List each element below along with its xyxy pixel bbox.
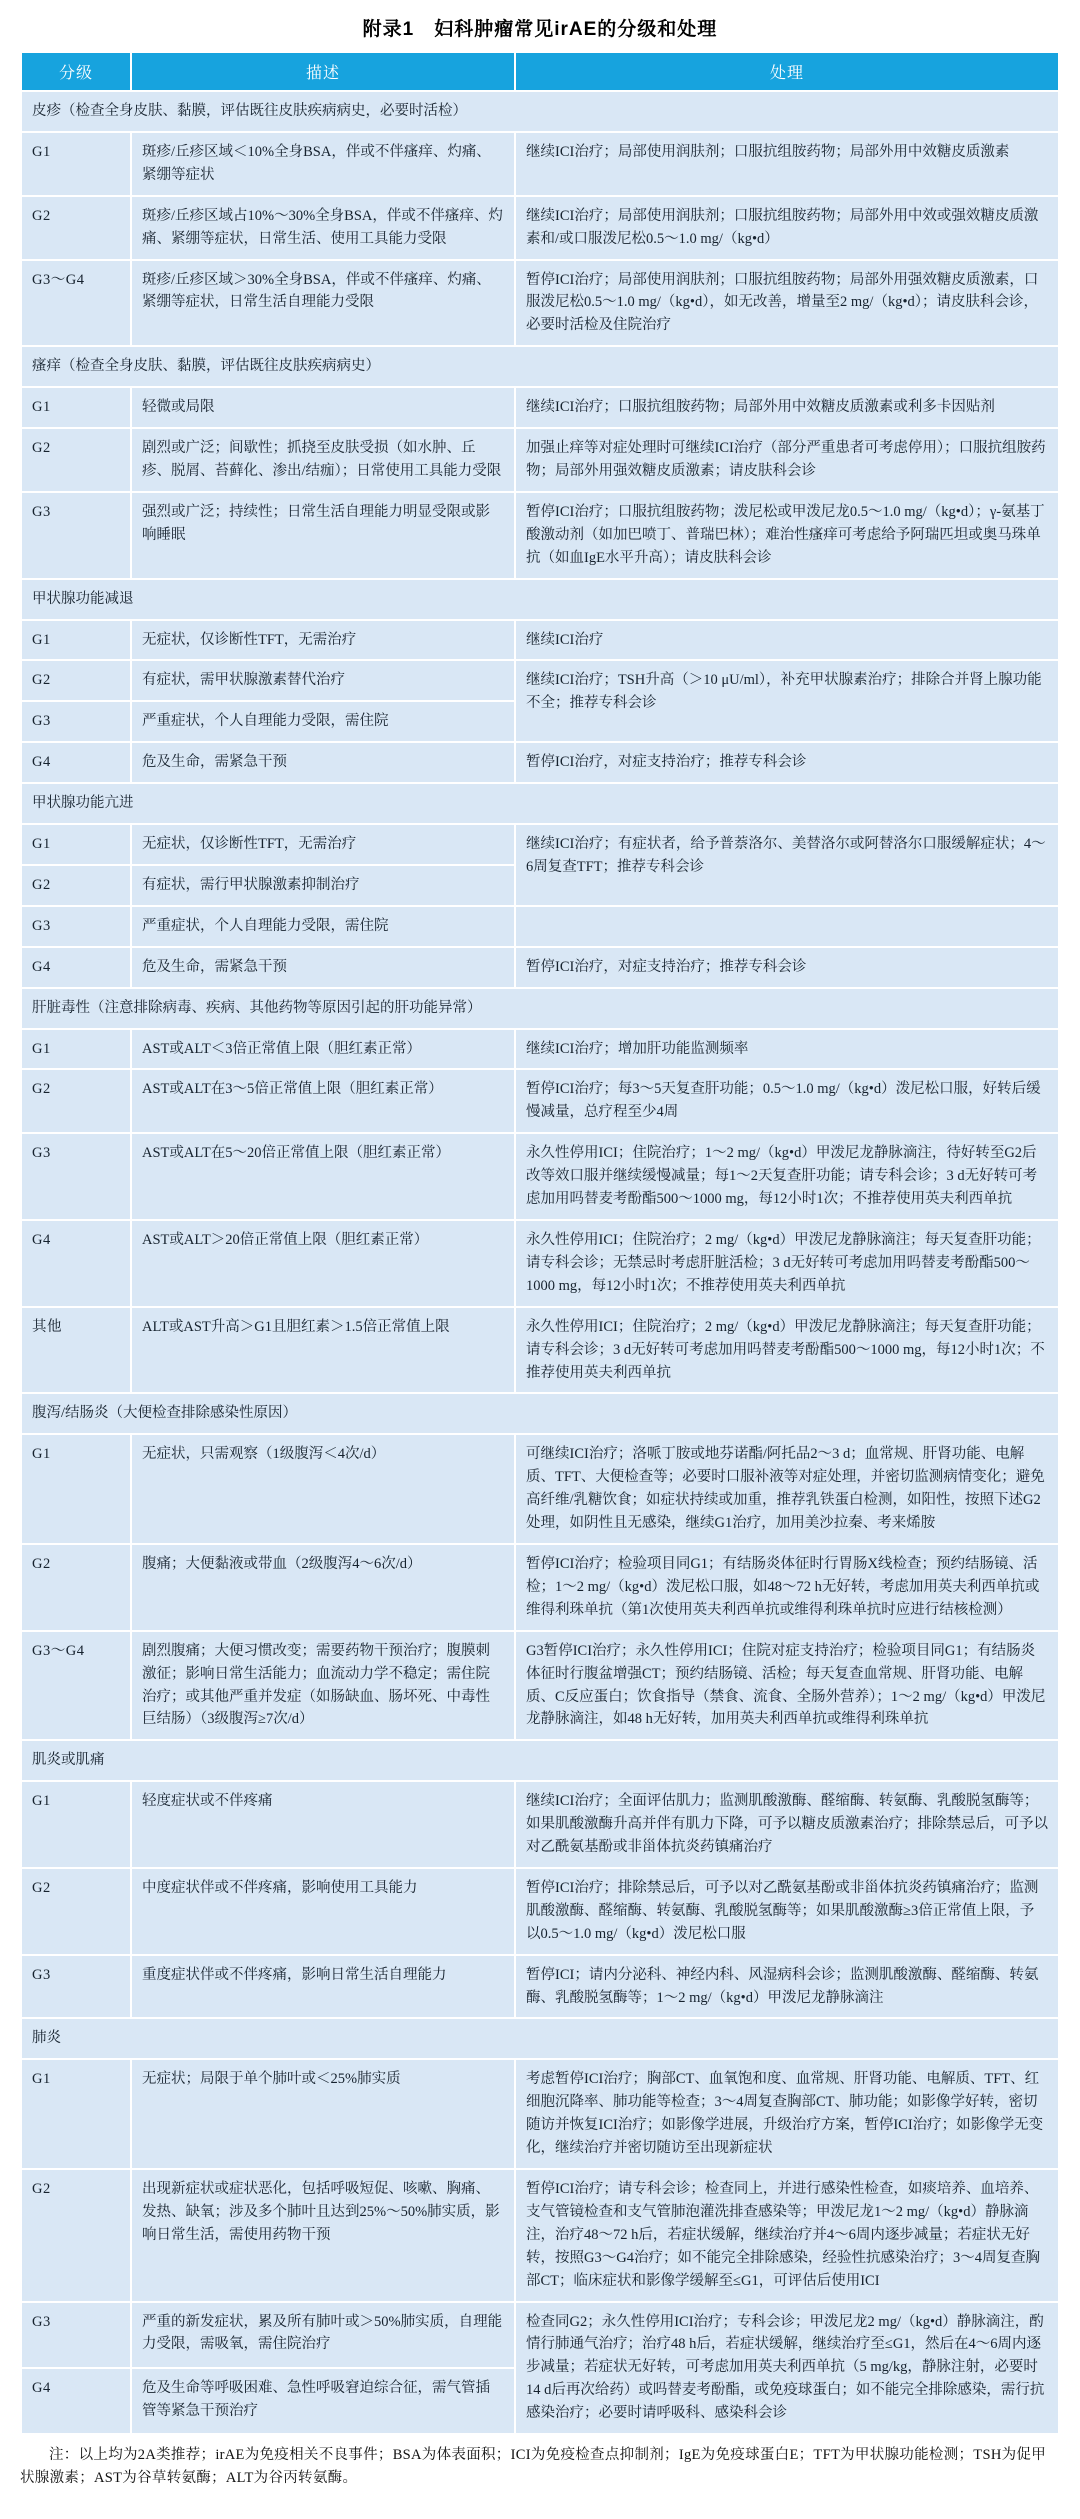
description-cell: AST或ALT＞20倍正常值上限（胆红素正常） [132,1221,514,1306]
management-cell: 暂停ICI治疗；局部使用润肤剂；口服抗组胺药物；局部外用强效糖皮质激素，口服泼尼松0.5～1.0 mg/（kg•d），如无改善，增量至2 mg/（kg•d）；请皮肤科会诊，必要时活检及住院治疗 [516,261,1058,346]
table-row [22,948,1058,987]
table-row [22,1869,1058,1954]
description-cell: 危及生命等呼吸困难、急性呼吸窘迫综合征，需气管插管等紧急干预治疗 [132,2369,514,2433]
description-cell: 无症状，只需观察（1级腹泻＜4次/d） [132,1435,514,1543]
table-row [22,1956,1058,2018]
management-cell: 继续ICI治疗；有症状者，给予普萘洛尔、美替洛尔或阿替洛尔口服缓解症状；4～6周复查TFT；推荐专科会诊 [516,825,1058,905]
grade-cell: G1 [22,1435,130,1543]
description-cell: 严重的新发症状，累及所有肺叶或＞50%肺实质，自理能力受限，需吸氧，需住院治疗 [132,2303,514,2367]
section-title: 瘙痒（检查全身皮肤、黏膜，评估既往皮肤疾病病史） [22,347,1058,386]
table-body [22,92,1058,2433]
grade-cell: G4 [22,2369,130,2433]
management-cell: 暂停ICI治疗，对症支持治疗；推荐专科会诊 [516,743,1058,782]
table-row [22,1030,1058,1069]
grade-cell: G1 [22,1030,130,1069]
grade-cell: G3 [22,493,130,578]
description-cell: AST或ALT＜3倍正常值上限（胆红素正常） [132,1030,514,1069]
grade-cell: G4 [22,1221,130,1306]
section-row [22,580,1058,619]
grade-cell: G2 [22,661,130,700]
management-cell: 继续ICI治疗；局部使用润肤剂；口服抗组胺药物；局部外用中效糖皮质激素 [516,133,1058,195]
table-row [22,261,1058,346]
description-cell: AST或ALT在5～20倍正常值上限（胆红素正常） [132,1134,514,1219]
description-cell: 出现新症状或症状恶化，包括呼吸短促、咳嗽、胸痛、发热、缺氧；涉及多个肺叶且达到25%～50%肺实质，影响日常生活，需使用药物干预 [132,2170,514,2301]
description-cell: 剧烈或广泛；间歇性；抓挠至皮肤受损（如水肿、丘疹、脱屑、苔藓化、渗出/结痂）；日常使用工具能力受限 [132,429,514,491]
management-cell: 加强止痒等对症处理时可继续ICI治疗（部分严重患者可考虑停用）；口服抗组胺药物；局部外用强效糖皮质激素；请皮肤科会诊 [516,429,1058,491]
description-cell: 有症状，需甲状腺激素替代治疗 [132,661,514,700]
table-row [22,825,1058,864]
grade-cell: G3～G4 [22,1632,130,1740]
grade-cell: G3 [22,2303,130,2367]
table-row [22,388,1058,427]
description-cell: 斑疹/丘疹区域占10%～30%全身BSA，伴或不伴瘙痒、灼痛、紧绷等症状，日常生活、使用工具能力受限 [132,197,514,259]
table-row [22,197,1058,259]
grade-cell: G2 [22,2170,130,2301]
grade-cell: G2 [22,429,130,491]
column-header-management: 处理 [516,53,1058,90]
table-row [22,1632,1058,1740]
management-cell: 继续ICI治疗；全面评估肌力；监测肌酸激酶、醛缩酶、转氨酶、乳酸脱氢酶等；如果肌酸激酶升高并伴有肌力下降，可予以糖皮质激素治疗；排除禁忌后，可予以对乙酰氨基酚或非甾体抗炎药镇痛治疗 [516,1782,1058,1867]
description-cell: 剧烈腹痛；大便习惯改变；需要药物干预治疗；腹膜刺激征；影响日常生活能力；血流动力学不稳定；需住院治疗；或其他严重并发症（如肠缺血、肠坏死、中毒性巨结肠）（3级腹泻≥7次/d） [132,1632,514,1740]
management-cell: 暂停ICI治疗；检验项目同G1；有结肠炎体征时行胃肠X线检查；预约结肠镜、活检；1～2 mg/（kg•d）泼尼松口服，如48～72 h无好转，考虑加用英夫利西单抗或维得利珠单抗（第1次使用英夫利西单抗或维得利珠单抗时应进行结核检测） [516,1545,1058,1630]
description-cell: 无症状，仅诊断性TFT，无需治疗 [132,825,514,864]
table-row [22,621,1058,660]
column-header-description: 描述 [132,53,514,90]
management-cell [516,907,1058,946]
management-cell: 暂停ICI治疗；排除禁忌后，可予以对乙酰氨基酚或非甾体抗炎药镇痛治疗；监测肌酸激酶、醛缩酶、转氨酶、乳酸脱氢酶等；如果肌酸激酶≥3倍正常值上限，予以0.5～1.0 mg/（kg•d）泼尼松口服 [516,1869,1058,1954]
management-cell: 暂停ICI治疗；请专科会诊；检查同上，并进行感染性检查，如痰培养、血培养、支气管镜检查和支气管肺泡灌洗排查感染等；甲泼尼龙1～2 mg/（kg•d）静脉滴注，治疗48～72 h后，若症状缓解，继续治疗并4～6周内逐步减量；若症状无好转，按照G3～G4治疗；如不能完全排除感染，经验性抗感染治疗；3～4周复查胸部CT；临床症状和影像学缓解至≤G1，可评估后使用ICI [516,2170,1058,2301]
management-cell: 暂停ICI；请内分泌科、神经内科、风湿病科会诊；监测肌酸激酶、醛缩酶、转氨酶、乳酸脱氢酶等；1～2 mg/（kg•d）甲泼尼龙静脉滴注 [516,1956,1058,2018]
management-cell: G3暂停ICI治疗；永久性停用ICI；住院对症支持治疗；检验项目同G1；有结肠炎体征时行腹盆增强CT；预约结肠镜、活检；每天复查血常规、肝肾功能、电解质、C反应蛋白；饮食指导（禁食、流食、全肠外营养）；1～2 mg/（kg•d）甲泼尼龙静脉滴注，如48 h无好转，加用英夫利西单抗或维得利珠单抗 [516,1632,1058,1740]
management-cell: 暂停ICI治疗；每3～5天复查肝功能；0.5～1.0 mg/（kg•d）泼尼松口服，好转后缓慢减量，总疗程至少4周 [516,1070,1058,1132]
grade-cell: G3 [22,1956,130,2018]
grade-cell: G2 [22,866,130,905]
grade-cell: G2 [22,1545,130,1630]
description-cell: 无症状；局限于单个肺叶或＜25%肺实质 [132,2060,514,2168]
grade-cell: G4 [22,743,130,782]
grade-cell: G1 [22,133,130,195]
table-row [22,133,1058,195]
description-cell: ALT或AST升高＞G1且胆红素＞1.5倍正常值上限 [132,1308,514,1393]
table-row [22,907,1058,946]
table-row [22,1134,1058,1219]
grade-cell: G3 [22,1134,130,1219]
grade-cell: G2 [22,1869,130,1954]
management-cell: 继续ICI治疗；局部使用润肤剂；口服抗组胺药物；局部外用中效或强效糖皮质激素和/或口服泼尼松0.5～1.0 mg/（kg•d） [516,197,1058,259]
table-row [22,1070,1058,1132]
table-row [22,1435,1058,1543]
section-title: 皮疹（检查全身皮肤、黏膜，评估既往皮肤疾病病史，必要时活检） [22,92,1058,131]
description-cell: 斑疹/丘疹区域＞30%全身BSA，伴或不伴瘙痒、灼痛、紧绷等症状，日常生活自理能力受限 [132,261,514,346]
management-cell: 永久性停用ICI；住院治疗；1～2 mg/（kg•d）甲泼尼龙静脉滴注，待好转至G2后改等效口服并继续缓慢减量；每1～2天复查肝功能；请专科会诊；3 d无好转可考虑加用吗替麦考酚酯500～1000 mg，每12小时1次；不推荐使用英夫利西单抗 [516,1134,1058,1219]
grade-cell: G3 [22,702,130,741]
section-title: 甲状腺功能亢进 [22,784,1058,823]
grade-cell: G1 [22,621,130,660]
grade-cell: G2 [22,197,130,259]
table-row [22,2170,1058,2301]
section-row [22,1741,1058,1780]
management-cell: 可继续ICI治疗；洛哌丁胺或地芬诺酯/阿托品2～3 d；血常规、肝肾功能、电解质、TFT、大便检查等；必要时口服补液等对症处理，并密切监测病情变化；避免高纤维/乳糖饮食；如症状持续或加重，推荐乳铁蛋白检测，如阳性，按照下述G2处理，如阴性且无感染，继续G1治疗，加用美沙拉秦、考来烯胺 [516,1435,1058,1543]
management-cell: 永久性停用ICI；住院治疗；2 mg/（kg•d）甲泼尼龙静脉滴注；每天复查肝功能；请专科会诊；无禁忌时考虑肝脏活检；3 d无好转可考虑加用吗替麦考酚酯500～1000 mg，每12小时1次；不推荐使用英夫利西单抗 [516,1221,1058,1306]
description-cell: 重度症状伴或不伴疼痛，影响日常生活自理能力 [132,1956,514,2018]
management-cell: 继续ICI治疗 [516,621,1058,660]
management-cell: 暂停ICI治疗，对症支持治疗；推荐专科会诊 [516,948,1058,987]
irae-grading-table [20,51,1060,2435]
grade-cell: G3 [22,907,130,946]
page-title: 附录1 妇科肿瘤常见irAE的分级和处理 [362,19,718,40]
description-cell: 斑疹/丘疹区域＜10%全身BSA，伴或不伴瘙痒、灼痛、紧绷等症状 [132,133,514,195]
grade-cell: G3～G4 [22,261,130,346]
section-row [22,784,1058,823]
management-cell: 继续ICI治疗；口服抗组胺药物；局部外用中效糖皮质激素或利多卡因贴剂 [516,388,1058,427]
table-row [22,743,1058,782]
table-row [22,1782,1058,1867]
table-header-row [22,53,1058,90]
table-row [22,1545,1058,1630]
description-cell: AST或ALT在3～5倍正常值上限（胆红素正常） [132,1070,514,1132]
description-cell: 无症状，仅诊断性TFT，无需治疗 [132,621,514,660]
section-row [22,989,1058,1028]
grade-cell: G1 [22,1782,130,1867]
section-row [22,347,1058,386]
description-cell: 轻微或局限 [132,388,514,427]
description-cell: 腹痛；大便黏液或带血（2级腹泻4～6次/d） [132,1545,514,1630]
section-title: 肝脏毒性（注意排除病毒、疾病、其他药物等原因引起的肝功能异常） [22,989,1058,1028]
table-row [22,493,1058,578]
management-cell: 永久性停用ICI；住院治疗；2 mg/（kg•d）甲泼尼龙静脉滴注；每天复查肝功能；请专科会诊；3 d无好转可考虑加用吗替麦考酚酯500～1000 mg，每12小时1次；不推荐使用英夫利西单抗 [516,1308,1058,1393]
management-cell: 继续ICI治疗；TSH升高（＞10 μU/ml），补充甲状腺素治疗；排除合并肾上腺功能不全；推荐专科会诊 [516,661,1058,741]
table-row [22,2060,1058,2168]
section-title: 甲状腺功能减退 [22,580,1058,619]
table-row [22,661,1058,700]
column-header-grade: 分级 [22,53,130,90]
grade-cell: 其他 [22,1308,130,1393]
description-cell: 危及生命，需紧急干预 [132,948,514,987]
table-row [22,1221,1058,1306]
description-cell: 有症状，需行甲状腺激素抑制治疗 [132,866,514,905]
section-title: 肺炎 [22,2019,1058,2058]
grade-cell: G4 [22,948,130,987]
description-cell: 轻度症状或不伴疼痛 [132,1782,514,1867]
section-title: 腹泻/结肠炎（大便检查排除感染性原因） [22,1394,1058,1433]
section-row [22,1394,1058,1433]
management-cell: 考虑暂停ICI治疗；胸部CT、血氧饱和度、血常规、肝肾功能、电解质、TFT、红细胞沉降率、肺功能等检查；3～4周复查胸部CT、肺功能；如影像学好转，密切随访并恢复ICI治疗；如影像学进展，升级治疗方案，暂停ICI治疗；如影像学无变化，继续治疗并密切随访至出现新症状 [516,2060,1058,2168]
description-cell: 严重症状，个人自理能力受限，需住院 [132,702,514,741]
grade-cell: G1 [22,2060,130,2168]
section-row [22,2019,1058,2058]
description-cell: 中度症状伴或不伴疼痛，影响使用工具能力 [132,1869,514,1954]
management-cell: 检查同G2；永久性停用ICI治疗；专科会诊；甲泼尼龙2 mg/（kg•d）静脉滴注，酌情行肺通气治疗；治疗48 h后，若症状缓解，继续治疗至≤G1，然后在4～6周内逐步减量；若症状无好转，可考虑加用英夫利西单抗（5 mg/kg，静脉注射，必要时14 d后再次给药）或吗替麦考酚酯，或免疫球蛋白；如不能完全排除感染，需行抗感染治疗；必要时请呼吸科、感染科会诊 [516,2303,1058,2434]
table-row [22,1308,1058,1393]
management-cell: 继续ICI治疗；增加肝功能监测频率 [516,1030,1058,1069]
section-row [22,92,1058,131]
management-cell: 暂停ICI治疗；口服抗组胺药物；泼尼松或甲泼尼龙0.5～1.0 mg/（kg•d）；γ-氨基丁酸激动剂（如加巴喷丁、普瑞巴林）；难治性瘙痒可考虑给予阿瑞匹坦或奥马珠单抗（如血IgE水平升高）；请皮肤科会诊 [516,493,1058,578]
description-cell: 强烈或广泛；持续性；日常生活自理能力明显受限或影响睡眠 [132,493,514,578]
grade-cell: G1 [22,825,130,864]
table-row [22,2303,1058,2367]
grade-cell: G1 [22,388,130,427]
grade-cell: G2 [22,1070,130,1132]
footnote: 注：以上均为2A类推荐；irAE为免疫相关不良事件；BSA为体表面积；ICI为免疫检查点抑制剂；IgE为免疫球蛋白E；TFT为甲状腺功能检测；TSH为促甲状腺激素；AST为谷草转氨酶；ALT为谷丙转氨酶。 [20,2447,1047,2487]
description-cell: 危及生命，需紧急干预 [132,743,514,782]
table-row [22,429,1058,491]
description-cell: 严重症状，个人自理能力受限，需住院 [132,907,514,946]
section-title: 肌炎或肌痛 [22,1741,1058,1780]
